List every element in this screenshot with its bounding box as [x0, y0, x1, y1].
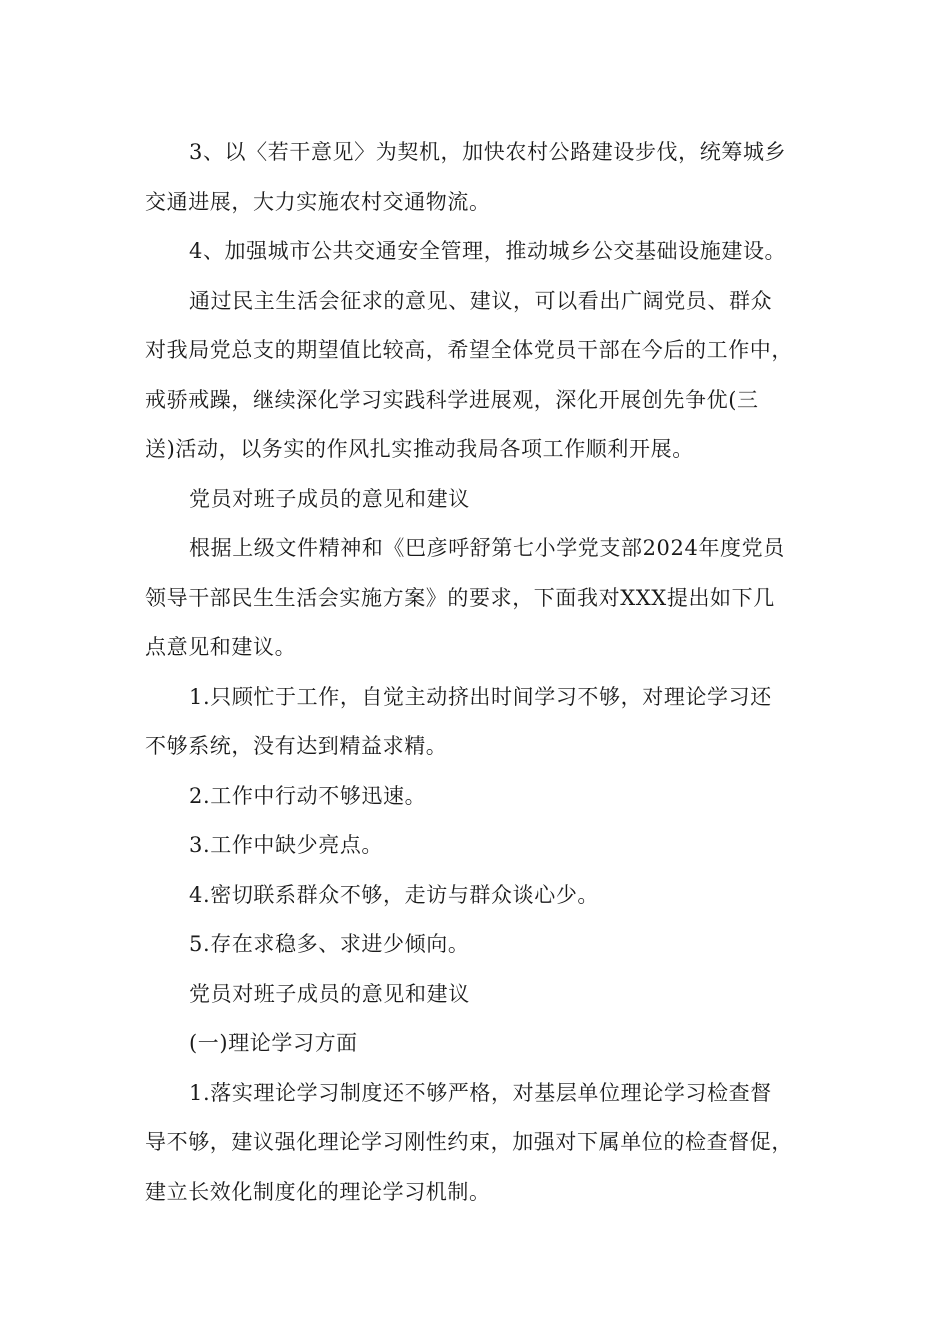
text-line: 3、以〈若干意见〉为契机，加快农村公路建设步伐，统筹城乡 — [189, 140, 787, 164]
text-line: 党员对班子成员的意见和建议 — [189, 486, 470, 511]
text-line: (一)理论学习方面 — [189, 1031, 358, 1055]
text-line: 导不够，建议强化理论学习刚性约束，加强对下属单位的检查督促， — [145, 1130, 793, 1154]
list-item-1 — [145, 1069, 817, 1218]
text-line: 不够系统，没有达到精益求精。 — [145, 734, 448, 758]
text-line: 4、加强城市公共交通安全管理，推动城乡公交基础设施建设。 — [189, 239, 787, 263]
text-line: 戒骄戒躁，继续深化学习实践科学进展观，深化开展创先争优(三 — [145, 387, 759, 412]
paragraph-intro — [145, 524, 817, 673]
text-line: 1.只顾忙于工作，自觉主动挤出时间学习不够，对理论学习还 — [189, 684, 772, 709]
list-item-5 — [145, 920, 817, 970]
list-item-4 — [145, 871, 817, 921]
section-heading — [145, 970, 817, 1020]
paragraph-item-3 — [145, 128, 817, 227]
paragraph-item-4 — [145, 227, 817, 277]
subsection-heading — [145, 1019, 817, 1069]
list-item-3 — [145, 821, 817, 871]
text-line: 5.存在求稳多、求进少倾向。 — [189, 932, 470, 956]
text-line: 通过民主生活会征求的意见、建议，可以看出广阔党员、群众 — [189, 288, 773, 313]
section-heading — [145, 475, 817, 525]
text-line: 1.落实理论学习制度还不够严格，对基层单位理论学习检查督 — [189, 1080, 772, 1105]
text-line: 领导干部民生生活会实施方案》的要求，下面我对XXX提出如下几 — [145, 585, 775, 610]
text-line: 4.密切联系群众不够，走访与群众谈心少。 — [189, 882, 600, 907]
text-line: 送)活动，以务实的作风扎实推动我局各项工作顺利开展。 — [145, 437, 694, 461]
text-line: 对我局党总支的期望值比较高，希望全体党员干部在今后的工作中， — [145, 338, 793, 362]
list-item-2 — [145, 772, 817, 822]
text-line: 交通进展，大力实施农村交通物流。 — [145, 189, 491, 214]
paragraph-summary — [145, 277, 817, 475]
text-line: 点意见和建议。 — [145, 635, 297, 659]
text-line: 建立长效化制度化的理论学习机制。 — [145, 1179, 491, 1204]
text-line: 根据上级文件精神和《巴彦呼舒第七小学党支部2024年度党员 — [189, 536, 785, 560]
text-line: 党员对班子成员的意见和建议 — [189, 981, 470, 1006]
document-page — [145, 128, 817, 1217]
text-line: 3.工作中缺少亮点。 — [189, 833, 384, 857]
list-item-1 — [145, 673, 817, 772]
text-line: 2.工作中行动不够迅速。 — [189, 783, 427, 808]
